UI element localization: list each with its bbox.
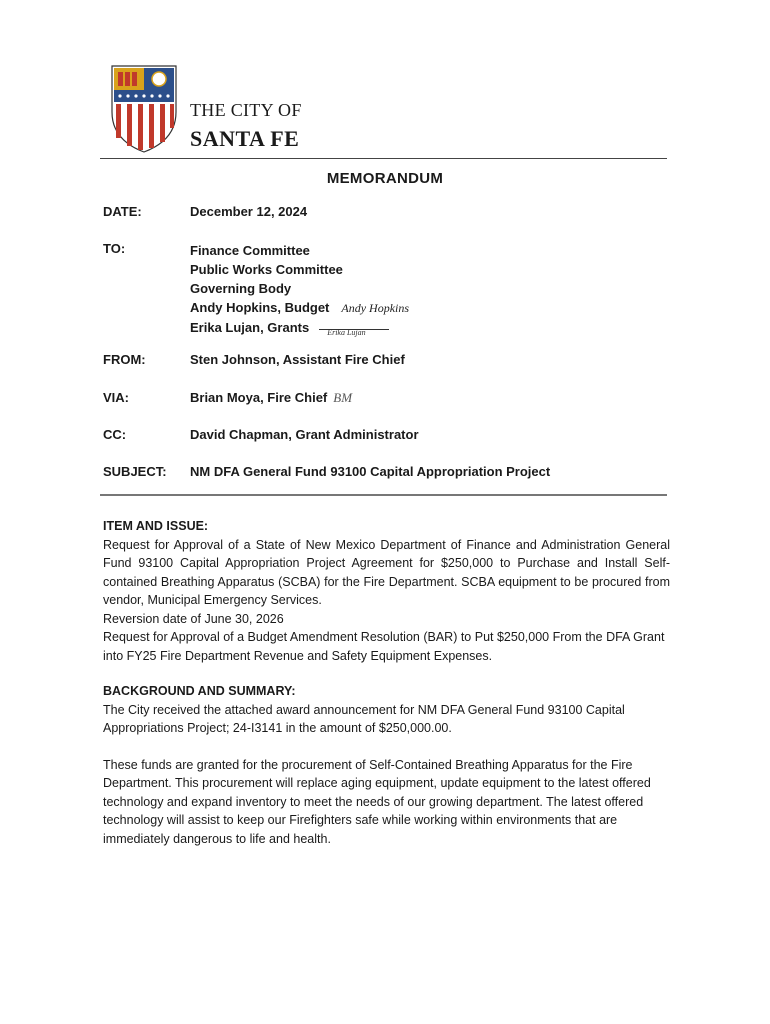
signature-andy: Andy Hopkins: [341, 301, 410, 315]
city-seal-logo: [108, 62, 180, 154]
recipient: Finance Committee: [190, 243, 310, 258]
cc-label: CC:: [103, 427, 127, 442]
city-prefix: THE CITY OF: [190, 100, 302, 120]
item-issue-section: [103, 517, 670, 665]
item-issue-paragraph: Request for Approval of a State of New Mexico Department of Finance and Administration General Fund 93100 Capital Appropriation Project Agreement for $250,000 to Purchase and Install Self-contained Breathing Apparatus (SCBA) for the Fire Department. SCBA equipment to be procured from vendor, Municipal Emergency Services.: [103, 537, 670, 607]
from-value: Sten Johnson, Assistant Fire Chief: [190, 352, 405, 367]
item-issue-paragraph: Request for Approval of a Budget Amendment Resolution (BAR) to Put $250,000 From the DFA Grant into FY25 Fire Department Revenue and Safety Equipment Expenses.: [103, 630, 665, 663]
recipient-with-signature: [190, 318, 409, 337]
header-divider: [100, 158, 667, 159]
background-paragraph: The City received the attached award announcement for NM DFA General Fund 93100 Capital Appropriations Project; 24-I3141 in the amount of $250,000.00.: [103, 702, 625, 735]
signature-erika: Erika Lujan: [327, 328, 366, 337]
subject-divider: [100, 494, 667, 496]
via-label: VIA:: [103, 390, 129, 405]
subject-value: NM DFA General Fund 93100 Capital Appropriation Project: [190, 464, 551, 479]
signature-line: [319, 328, 389, 337]
to-label: TO:: [103, 241, 126, 256]
item-issue-heading: ITEM AND ISSUE:: [103, 519, 209, 533]
via-initials: BM: [333, 390, 353, 405]
recipient: Public Works Committee: [190, 262, 343, 277]
recipient-with-signature: [190, 298, 409, 318]
via-value: Brian Moya, Fire Chief: [190, 390, 328, 405]
date-value: December 12, 2024: [190, 204, 308, 219]
memo-title: MEMORANDUM: [326, 170, 444, 187]
background-paragraph: These funds are granted for the procurement of Self-Contained Breathing Apparatus for the Fire Department. This procurement will replace aging equipment, update equipment to the latest offered technology and expand inventory to meet the needs of our growing department. The latest offered technology will assist to keep our Firefighters safe while working within environments that are immediately dangerous to life and health.: [103, 757, 651, 846]
from-label: FROM:: [103, 352, 146, 367]
reversion-date: Reversion date of June 30, 2026: [103, 611, 284, 626]
subject-label: SUBJECT:: [103, 464, 167, 479]
cc-value: David Chapman, Grant Administrator: [190, 427, 419, 442]
via-line: [190, 390, 352, 406]
recipient: Andy Hopkins, Budget: [190, 300, 330, 315]
to-recipients: [190, 241, 409, 337]
recipient: Governing Body: [190, 281, 292, 296]
background-heading: BACKGROUND AND SUMMARY:: [103, 684, 296, 698]
recipient: Erika Lujan, Grants: [190, 320, 310, 335]
background-section: [103, 682, 670, 848]
city-name: SANTA FE: [190, 126, 300, 151]
date-label: DATE:: [103, 204, 142, 219]
